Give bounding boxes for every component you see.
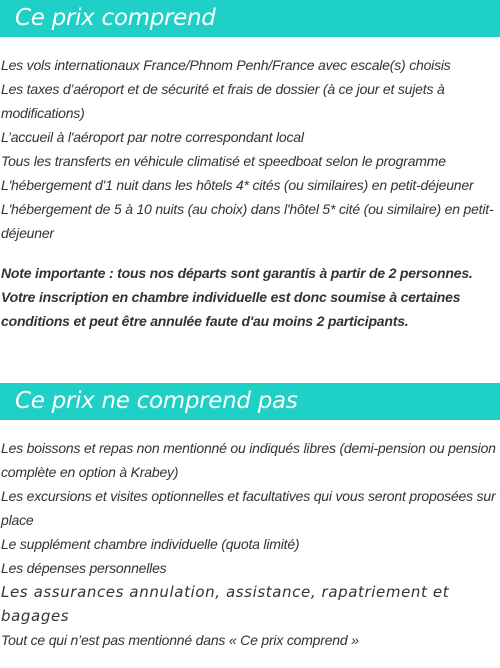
list-item: Les excursions et visites optionnelles et facultatives qui vous seront proposées sur place xyxy=(1,488,496,528)
list-item: Tout ce qui n’est pas mentionné dans « Ce prix comprend » xyxy=(1,632,359,648)
list-item: Les dépenses personnelles xyxy=(1,560,167,576)
list-item: Le supplément chambre individuelle (quota limité) xyxy=(1,536,300,552)
includes-list xyxy=(1,53,500,245)
section-title-excludes: Ce prix ne comprend pas xyxy=(0,383,500,420)
section-title-includes: Ce prix comprend xyxy=(0,0,500,37)
list-item: Tous les transferts en véhicule climatisé et speedboat selon le programme xyxy=(1,153,446,169)
list-item: L’accueil à l'aéroport par notre correspondant local xyxy=(1,129,304,145)
excludes-list xyxy=(1,436,500,652)
list-item: L'hébergement de 5 à 10 nuits (au choix) dans l'hôtel 5* cité (ou similaire) en petit-déjeuner xyxy=(1,201,494,241)
list-item: L'hébergement d'1 nuit dans les hôtels 4* cités (ou similaires) en petit-déjeuner xyxy=(1,177,474,193)
important-note: Note importante : tous nos départs sont garantis à partir de 2 personnes. Votre inscription en chambre individuelle est donc soumise à certaines conditions et peut être annulée faute d'au moins 2 participants. xyxy=(1,265,473,329)
list-item: Les boissons et repas non mentionné ou indiqués libres (demi-pension ou pension complète en option à Krabey) xyxy=(1,440,496,480)
list-item: Les taxes d’aéroport et de sécurité et frais de dossier (à ce jour et sujets à modifications) xyxy=(1,81,445,121)
list-item: Les vols internationaux France/Phnom Penh/France avec escale(s) choisis xyxy=(1,57,451,73)
list-item: Les assurances annulation, assistance, rapatriement et bagages xyxy=(1,583,450,625)
